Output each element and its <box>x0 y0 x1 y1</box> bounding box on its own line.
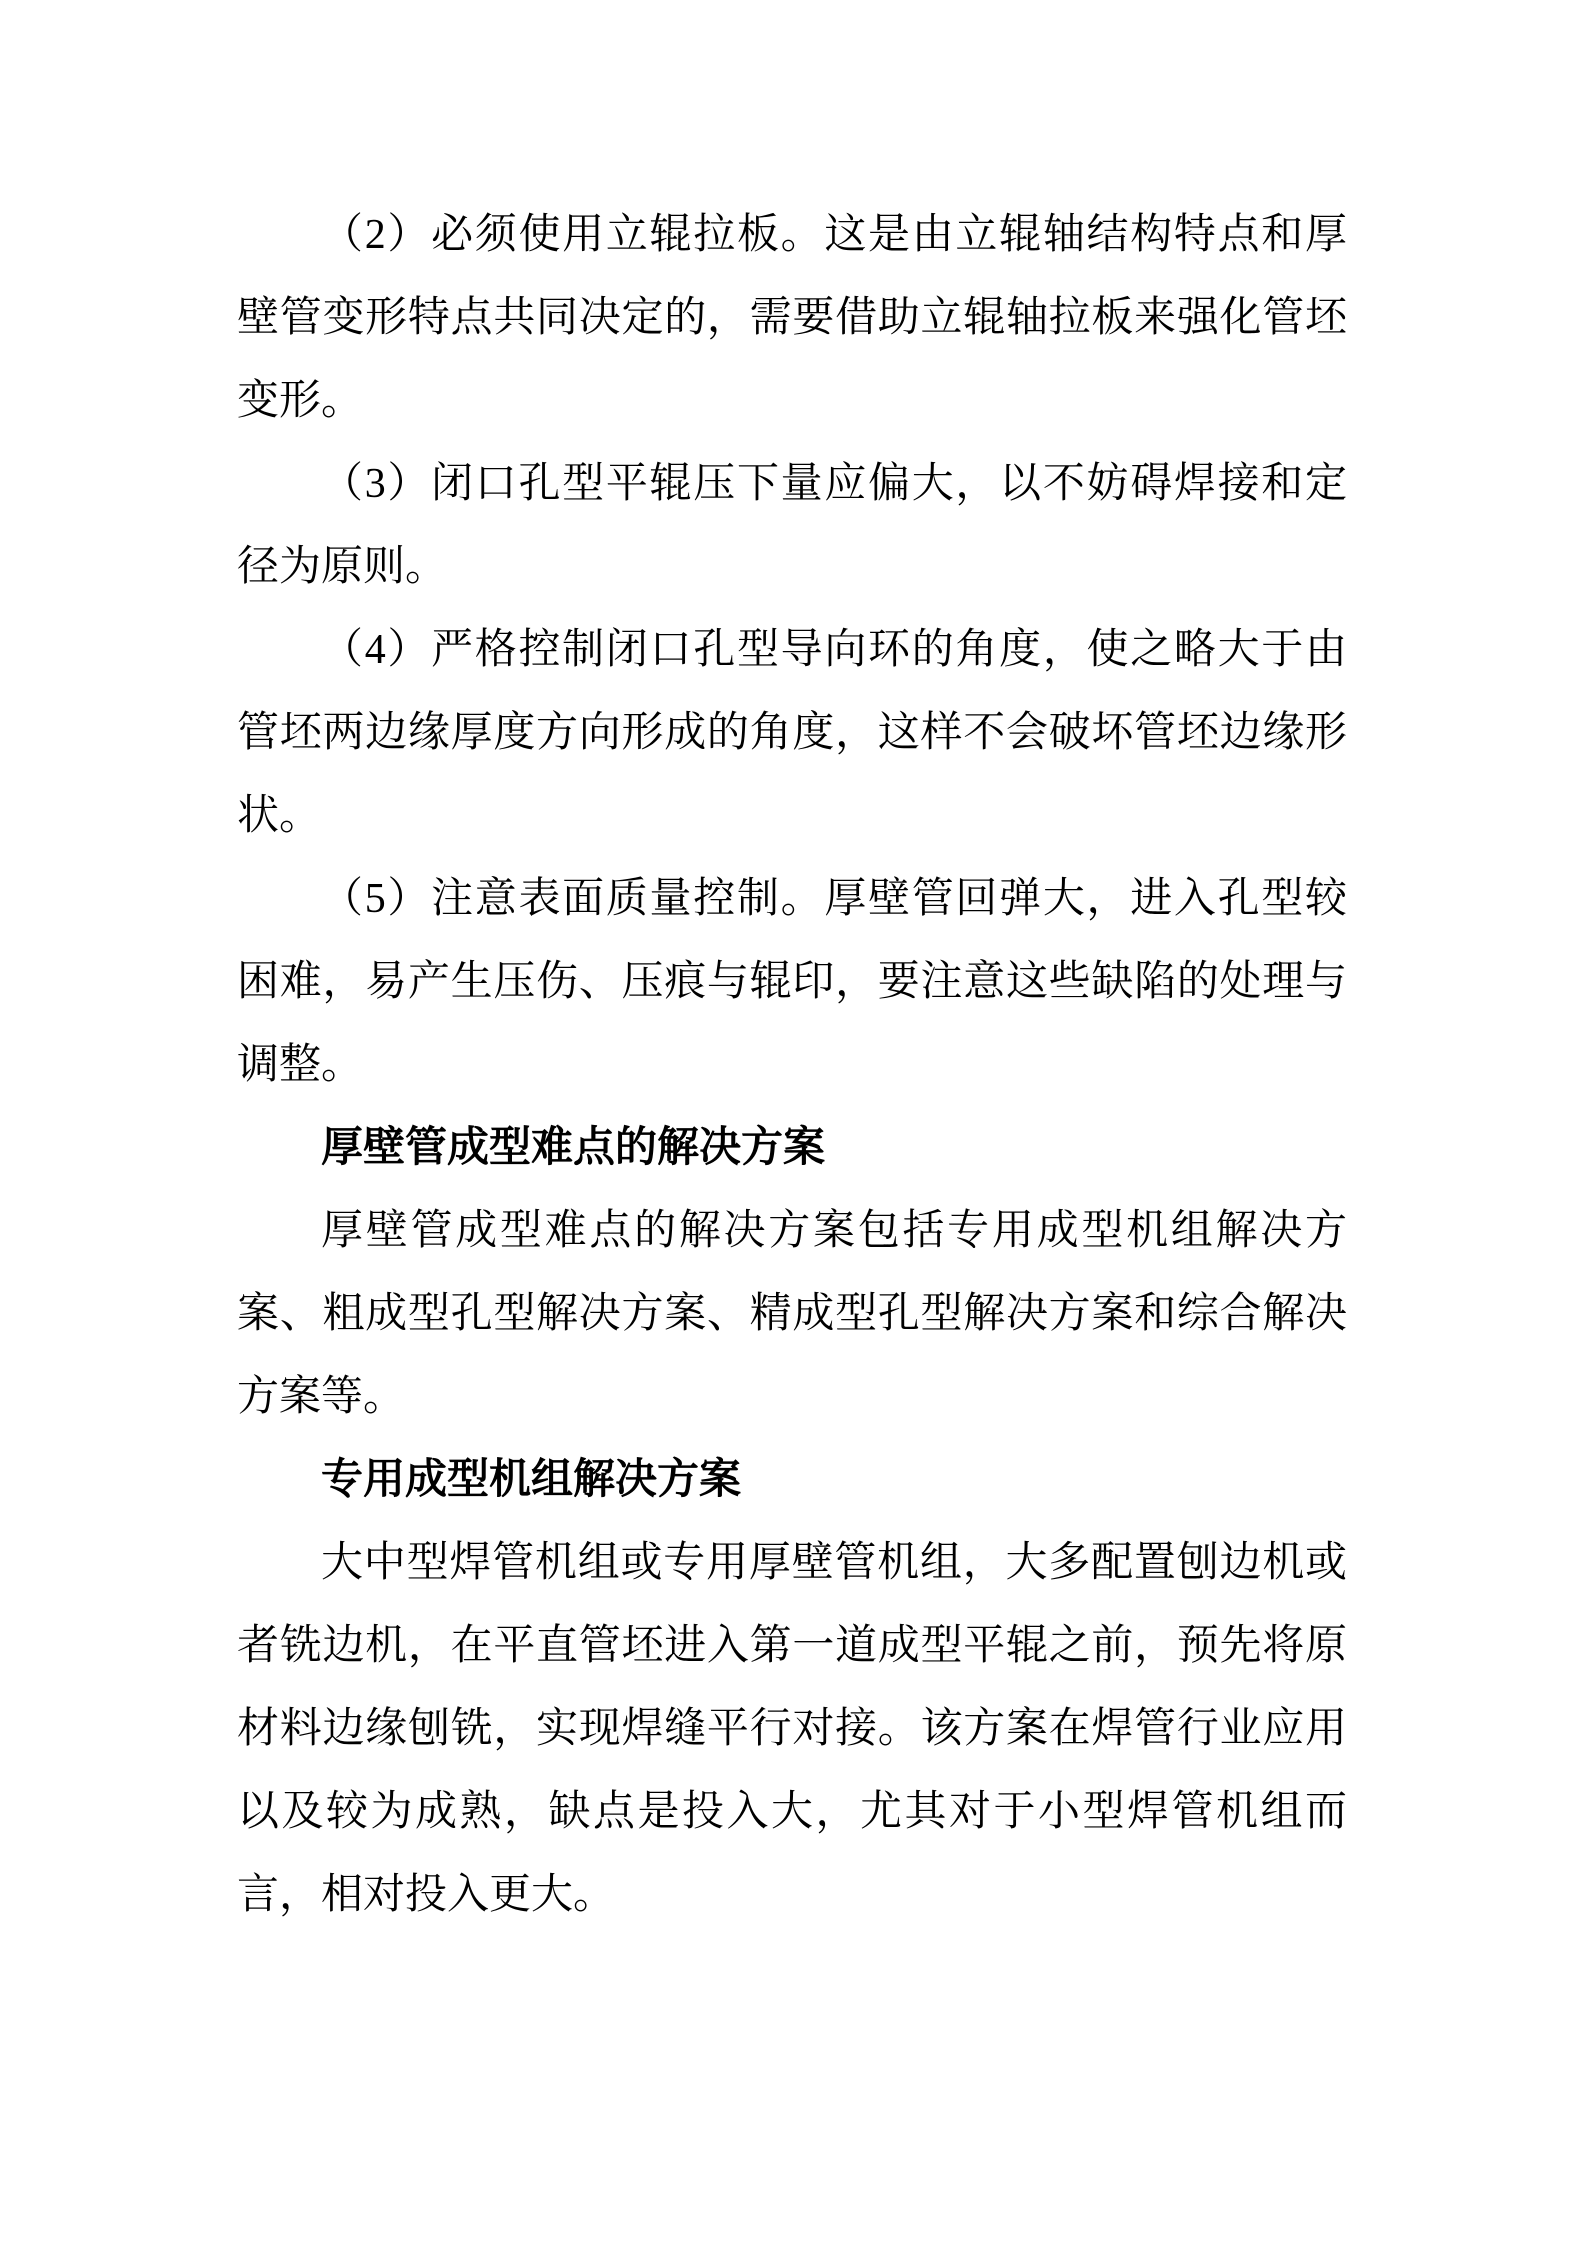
section-heading-dedicated-forming-unit-solution: 专用成型机组解决方案 <box>321 1457 742 1503</box>
paragraph-point-3: （3）闭口孔型平辊压下量应偏大，以不妨碍焊接和定径为原则。 <box>237 461 1347 590</box>
paragraph-point-4: （4）严格控制闭口孔型导向环的角度，使之略大于由管坯两边缘厚度方向形成的角度，这样不会破坏管坯边缘形状。 <box>237 627 1347 839</box>
paragraph-solutions-overview: 厚壁管成型难点的解决方案包括专用成型机组解决方案、粗成型孔型解决方案、精成型孔型解决方案和综合解决方案等。 <box>237 1208 1347 1420</box>
paragraph-point-5: （5）注意表面质量控制。厚壁管回弹大，进入孔型较困难，易产生压伤、压痕与辊印，要注意这些缺陷的处理与调整。 <box>237 876 1347 1088</box>
section-heading-forming-difficulties-solutions: 厚壁管成型难点的解决方案 <box>321 1125 826 1171</box>
paragraph-dedicated-forming-unit-detail: 大中型焊管机组或专用厚壁管机组，大多配置刨边机或者铣边机，在平直管坯进入第一道成型平辊之前，预先将原材料边缘刨铣，实现焊缝平行对接。该方案在焊管行业应用以及较为成熟，缺点是投入大，尤其对于小型焊管机组而言，相对投入更大。 <box>237 1540 1347 1918</box>
document-body <box>237 194 1347 1937</box>
paragraph-point-2: （2）必须使用立辊拉板。这是由立辊轴结构特点和厚壁管变形特点共同决定的，需要借助立辊轴拉板来强化管坯变形。 <box>237 212 1347 424</box>
